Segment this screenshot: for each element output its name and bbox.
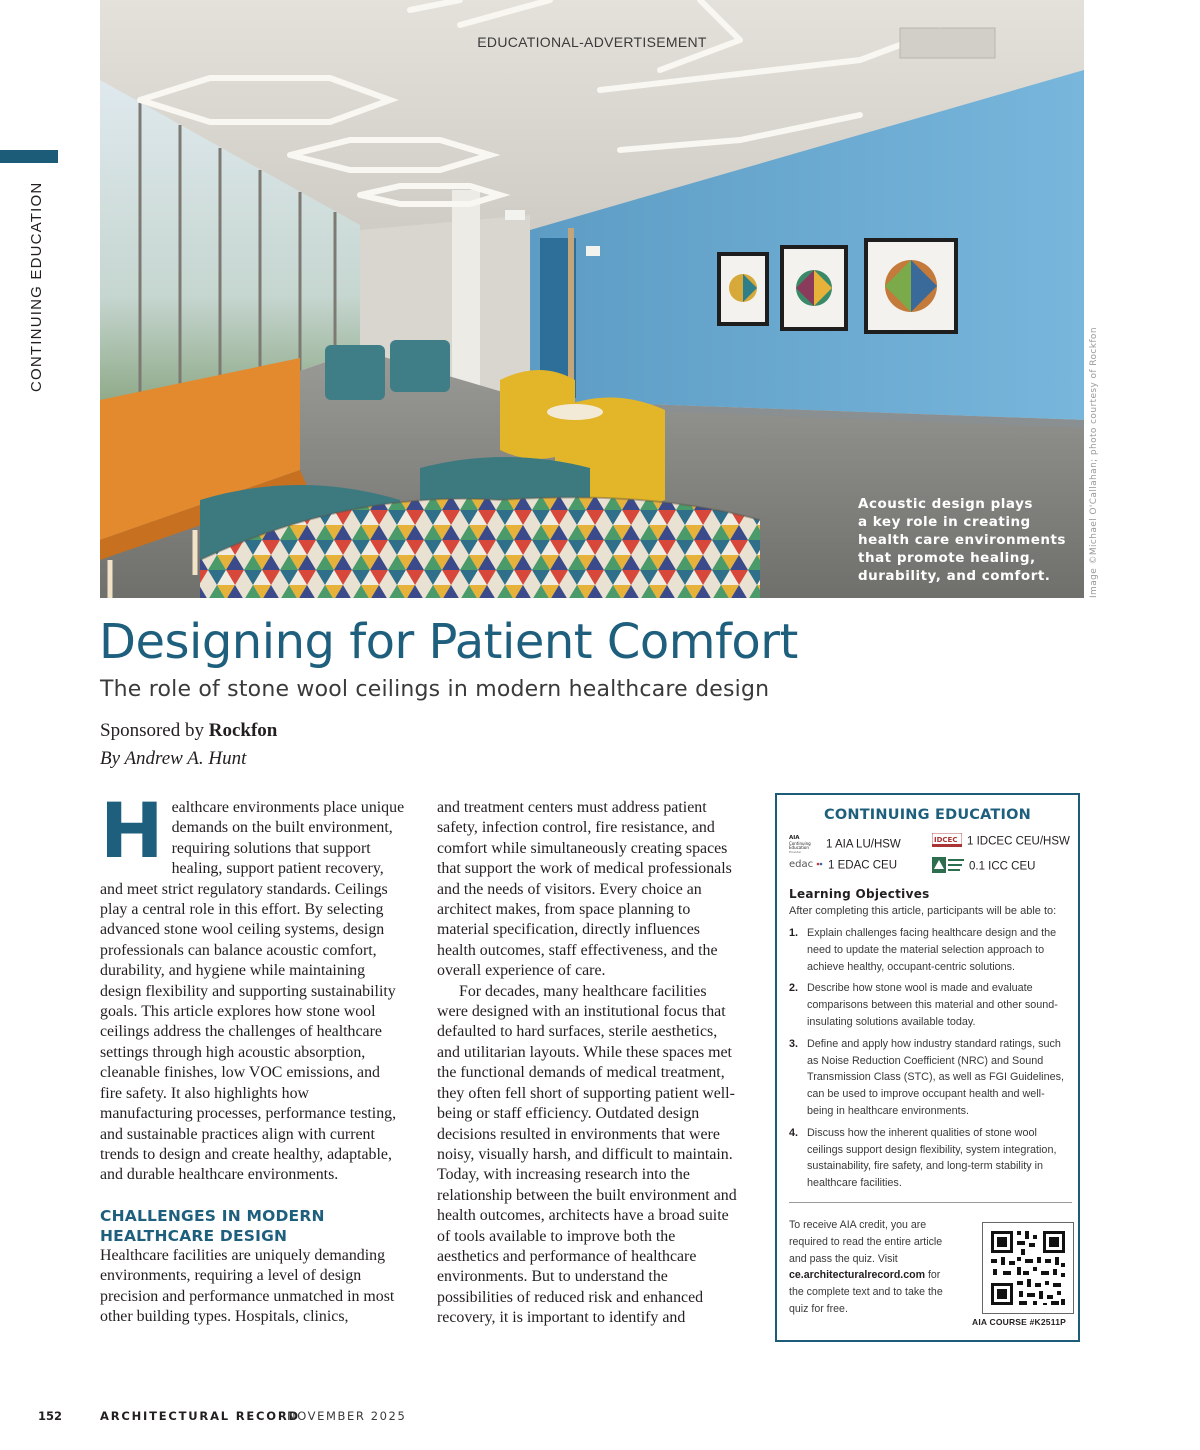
body-paragraph: and treatment centers must address patient safety, infection control, fire resistance, and comfort while simultaneously creating spaces that support the work of medical professionals and the needs of visitors. Every choice an architect makes, from space planning to material specification, directly influences health outcomes, staff effectiveness, and the overall experience of care.	[437, 799, 732, 980]
svg-text:Education: Education	[789, 845, 809, 850]
page-number: 152	[38, 1409, 63, 1423]
section-tab-bar	[0, 150, 58, 163]
credit-label: 1 AIA LU/HSW	[826, 838, 901, 851]
magazine-name: ARCHITECTURAL RECORD	[100, 1409, 300, 1423]
sponsor-prefix: Sponsored by	[100, 720, 204, 741]
edac-logo-icon	[789, 857, 823, 874]
objective-text: Explain challenges facing healthcare design and the need to update the material selection approach to achieve healthy, occupant-centric solutions.	[807, 927, 1057, 973]
objective-text: Describe how stone wool is made and evaluate comparisons between this material and other sound-insulating solutions available today.	[807, 982, 1058, 1028]
objective-number: 2.	[789, 982, 799, 995]
learning-objectives-heading: Learning Objectives	[789, 887, 930, 901]
credit-text-after: for the complete text and to take the quiz for free.	[789, 1269, 943, 1315]
credit-aia	[789, 833, 901, 856]
article-subtitle: The role of stone wool ceilings in modern healthcare design	[100, 677, 770, 702]
list-item	[789, 980, 1069, 1030]
objective-number: 1.	[789, 927, 799, 939]
svg-text:AIA: AIA	[789, 835, 800, 841]
intro-paragraph	[100, 786, 405, 1186]
credit-label: 1 IDCEC CEU/HSW	[967, 835, 1070, 848]
credit-edac	[789, 857, 897, 874]
credit-label: 1 EDAC CEU	[828, 859, 898, 872]
photo-caption: Acoustic design plays a key role in creating health care environments that promote healing, durability, and comfort.	[858, 496, 1066, 584]
sponsor-line	[100, 720, 277, 742]
intro-paragraph-text: ealthcare environments place unique demands on the built environment, requiring solutions that support healing, support patient recovery, and meet strict regulatory standards. Ceilings play a central role in this effort. By selecting advanced stone wool ceiling systems, design professionals can balance acoustic comfort, durability, and hygiene while maintaining design flexibility and supporting sustainability goals. This article explores how stone wool ceilings address the challenges of healthcare settings through high acoustic absorption, cleanable finishes, low VOC emissions, and fire safety. It also highlights how manufacturing processes, performance testing, and sustainable practices align with current trends to design and create healthy, adaptable, and durable healthcare environments.	[100, 799, 405, 1184]
article-title: Designing for Patient Comfort	[99, 614, 798, 670]
photo-credit: Image ©Michael O'Callahan; photo courtesy of Rockfon	[1089, 327, 1099, 598]
credit-url-link[interactable]: ce.architecturalrecord.com	[789, 1269, 926, 1282]
learning-objectives-list	[789, 925, 1069, 1197]
list-item	[789, 1036, 1069, 1120]
issue-date: NOVEMBER 2025	[287, 1409, 407, 1423]
body-paragraph: For decades, many healthcare facilities were designed with an institutional focus that defaulted to hard surfaces, sterile aesthetics, and utilitarian layouts. While these spaces met the functional demands of medical treatment, they often fell short of supporting patient well-being or staff efficiency. Outdated design decisions resulted in environments that were noisy, visually harsh, and difficult to maintain. Today, with increasing research into the relationship between the built environment and health outcomes, architects have a broad suite of tools available to improve both the aesthetics and performance of healthcare environments. But to understand the possibilities of reduced risk and enhanced recovery, it is important to identify and	[437, 982, 737, 1327]
section-heading: CHALLENGES IN MODERN HEALTHCARE DESIGN	[100, 1206, 325, 1245]
idcec-logo-icon	[932, 833, 962, 850]
learning-objectives-intro: After completing this article, participants will be able to:	[789, 905, 1057, 917]
qr-code-icon[interactable]	[982, 1222, 1074, 1314]
body-paragraph: Healthcare facilities are uniquely demanding environments, requiring a level of design precision and performance unmatched in most other building types. Hospitals, clinics,	[100, 1246, 395, 1325]
credit-text-before: To receive AIA credit, you are required to read the entire article and pass the quiz. Visit	[789, 1219, 943, 1265]
svg-text:Provider: Provider	[789, 850, 802, 853]
ce-box-title: CONTINUING EDUCATION	[824, 807, 1031, 823]
drop-cap: H	[100, 786, 164, 875]
byline: By Andrew A. Hunt	[100, 748, 247, 769]
section-tab-label: CONTINUING EDUCATION	[28, 181, 45, 392]
aia-logo-icon	[789, 833, 821, 856]
objective-text: Define and apply how industry standard ratings, such as Noise Reduction Coefficient (NRC) and Sound Transmission Class (STC), as well as FGI Guidelines, can be used to improve occupant health and well-being in healthcare environments.	[807, 1037, 1064, 1117]
credit-instructions	[789, 1217, 947, 1318]
advertisement-label: EDUCATIONAL-ADVERTISEMENT	[477, 34, 707, 50]
objective-number: 4.	[789, 1126, 799, 1139]
list-item	[789, 1125, 1069, 1192]
body-column-1	[100, 786, 405, 1327]
credit-icc	[932, 857, 1035, 876]
divider	[789, 1202, 1072, 1203]
objective-number: 3.	[789, 1037, 799, 1050]
credit-idcec	[932, 833, 1070, 850]
continuing-education-box	[775, 793, 1080, 1342]
body-column-2	[437, 798, 737, 1329]
svg-text:edac: edac	[789, 859, 814, 870]
objective-text: Discuss how the inherent qualities of stone wool ceilings support design flexibility, system integration, sustainability, fire safety, and long-term stability in healthcare facilities.	[807, 1126, 1057, 1190]
icc-logo-icon	[932, 857, 964, 876]
course-number: AIA COURSE #K2511P	[972, 1317, 1066, 1327]
sponsor-name: Rockfon	[208, 720, 278, 741]
svg-text:Continuing: Continuing	[789, 841, 811, 846]
list-item	[789, 925, 1069, 975]
credit-label: 0.1 ICC CEU	[969, 860, 1036, 873]
svg-text:IDCEC: IDCEC	[934, 836, 958, 844]
